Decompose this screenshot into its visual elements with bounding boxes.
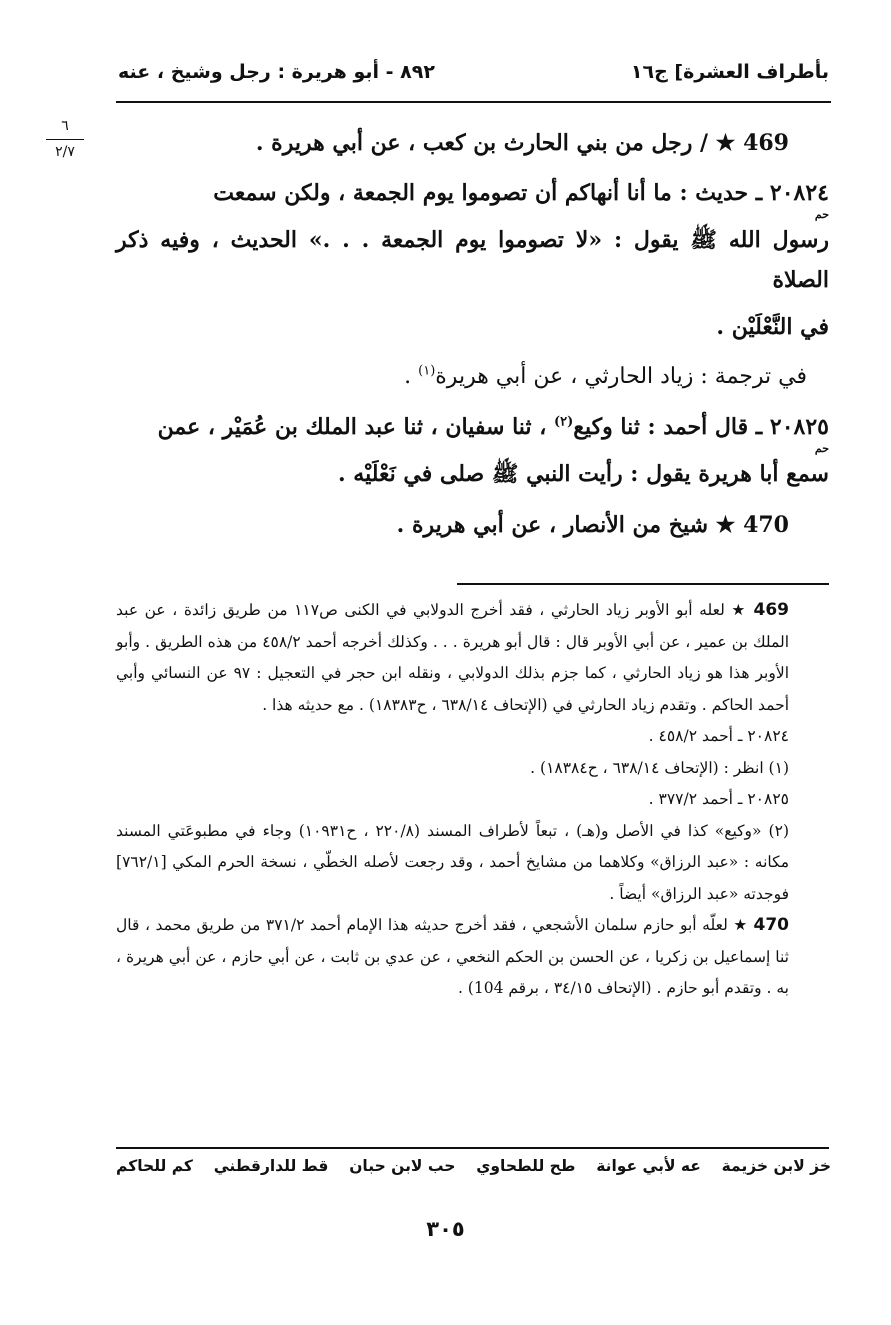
footnote-ref-1: (١) [418,363,436,379]
header-section-title: ٨٩٢ - أبو هريرة : رجل وشيخ ، عنه [118,61,435,83]
hadith-20825-line-2-text: سمع أبا هريرة يقول : رأيت النبي ﷺ صلى في نَعْلَيْه . [337,461,829,487]
tarjama-end: . [404,364,419,389]
note-469-text: ★ لعله أبو الأوبر زياد الحارثي ، فقد أخرج الدولابي في الكنى ص١١٧ من طريق زائدة ، عن عبد الملك بن عمير ، عن أبي الأوبر قال : قال أبو هريرة . . . وكذلك أخرجه أحمد ٤٥٨/٢ من هذه الطريق . وأبو الأوبر هذا هو زياد الحارثي ، كما جزم بذلك الدولابي ، ونقله ابن حجر في التعجيل : ٩٧ عن النسائي وأبي أحمد الحاكم . وتقدم زياد الحارثي في (الإتحاف ٦٣٨/١٤ ، ح١٨٣٨٣) . مع حديثه هذا . [116,601,790,714]
abbreviation-item: كم للحاكم [116,1157,193,1175]
tarjama-note [116,352,829,402]
source-ref-20824: ٢٠٨٢٤ ـ أحمد ٤٥٨/٢ . [648,727,789,745]
musnad-ahmad-marker: حم [814,208,829,221]
entry-470: 470 ★ شيخ من الأنصار ، عن أبي هريرة . [396,512,789,538]
abbreviation-item: قط للدارقطني [213,1157,329,1175]
margin-note-bottom: ٢/٧ [55,143,75,160]
note-469 [116,595,829,721]
abbreviation-item: حب لابن حبان [349,1157,456,1175]
musnad-ahmad-marker-2: حم [814,442,829,455]
hadith-20824-line-1: ٢٠٨٢٤ ـ حديث : ما أنا أنهاكم أن تصوموا يوم الجمعة ، ولكن سمعت [213,180,829,206]
abbreviation-item: خز لابن خزيمة [721,1157,831,1175]
abbreviation-item: طح للطحاوي [476,1157,576,1175]
entry-469: 469 ★ / رجل من بني الحارث بن كعب ، عن أبي هريرة . [255,130,789,156]
main-text [116,118,829,550]
hadith-20825-line-1b: ، ثنا سفيان ، ثنا عبد الملك بن عُمَيْر ، عمن [157,414,554,440]
footnote-2: (٢) «وكيع» كذا في الأصل و(هـ) ، تبعاً لأطراف المسند (٢٢٠/٨ ، ح١٠٩٣١) وجاء في مطبوعَتي المسند مكانه : «عبد الرزاق» وكلاهما من مشايخ أحمد ، وقد رجعت لأصله الخطّي ، نسخة الحرم المكي [٧٦٢/١] فوجدته «عبد الرزاق» أيضاً . [116,821,789,903]
note-470-number: 470 [753,915,789,935]
footnote-1: (١) انظر : (الإتحاف ٦٣٨/١٤ ، ح١٨٣٨٤) . [530,758,789,777]
note-470-text: ★ لعلّه أبو حازم سلمان الأشجعي ، فقد أخرج حديثه هذا الإمام أحمد ٣٧١/٢ من طريق محمد ، قال ثنا إسماعيل بن زكريا ، عن الحسن بن الحكم النخعي ، عن عدي بن ثابت ، عن أبي حازم ، عن أبي هريرة ، به . وتقدم أبو حازم . (الإتحاف ٣٤/١٥ ، برقم 104) . [116,916,789,997]
margin-note-rule [46,139,84,140]
hadith-20824-line-2-text: رسول الله ﷺ يقول : «لا تصوموا يوم الجمعة . . .» الحديث ، وفيه ذكر الصلاة [116,227,829,293]
footnotes [116,595,829,1005]
running-header [118,52,829,92]
footnote-ref-2: (٢) [553,414,574,430]
margin-note [40,118,90,161]
hadith-20824-line-2 [116,210,829,300]
tarjama-text: في ترجمة : زياد الحارثي ، عن أبي هريرة [435,364,807,389]
header-book-title: بأطراف العشرة] ج١٦ [630,61,829,83]
margin-note-top: ٦ [61,118,69,134]
source-ref-20825: ٢٠٨٢٥ ـ أحمد ٣٧٧/٢ . [648,790,789,808]
header-rule [116,101,831,103]
footnote-rule [457,583,829,585]
note-470 [116,910,829,1005]
hadith-20825-line-1 [116,402,829,455]
abbreviation-item: عه لأبي عوانة [596,1157,701,1175]
page-number: ٣٠٥ [426,1217,465,1241]
abbreviation-key [116,1157,831,1189]
bottom-rule [116,1147,829,1149]
hadith-20824-line-3: في النَّعْلَيْن . [716,314,829,340]
note-469-number: 469 [753,600,789,620]
hadith-20825-line-1a: ٢٠٨٢٥ ـ قال أحمد : ثنا وكيع [573,414,829,440]
